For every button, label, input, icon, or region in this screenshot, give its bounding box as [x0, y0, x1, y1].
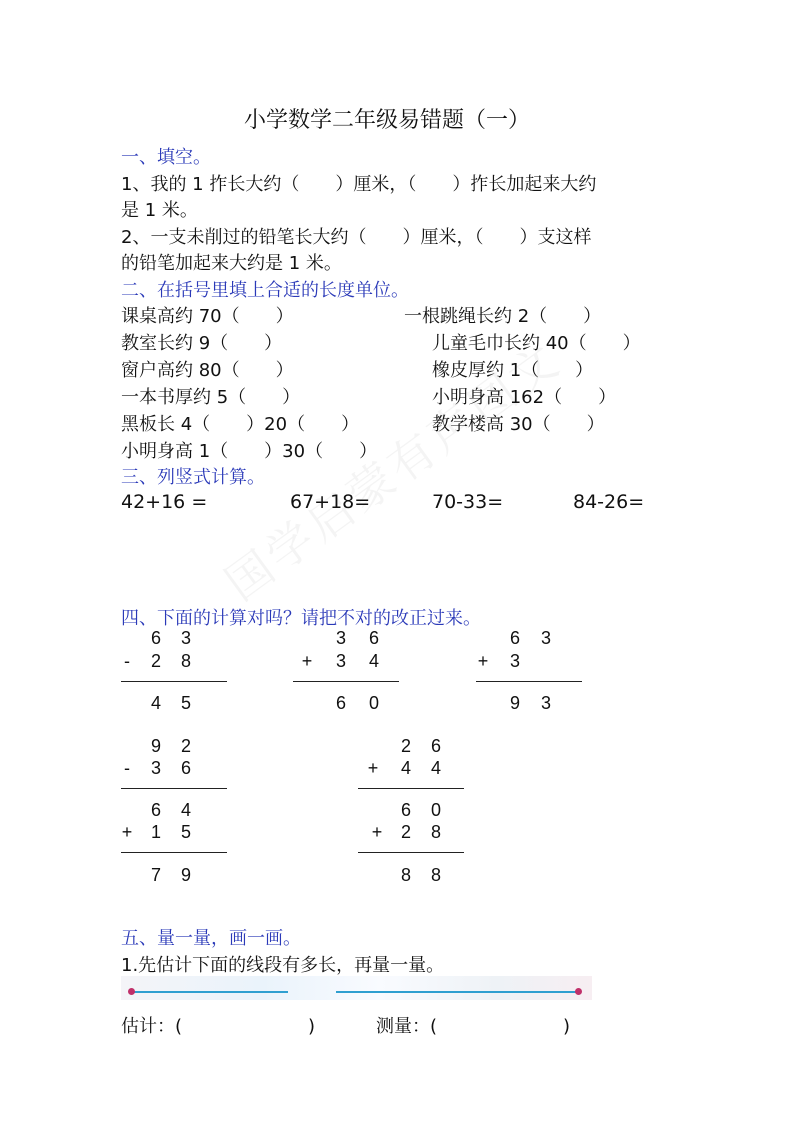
vertical-calc-problem: 67+18=: [290, 491, 371, 513]
operator: -: [124, 758, 130, 778]
digit: 3: [335, 628, 346, 648]
digit: 9: [180, 865, 191, 885]
digit: 9: [509, 693, 520, 713]
operator: -: [124, 651, 130, 671]
digit: 6: [368, 628, 379, 648]
digit: 6: [509, 628, 520, 648]
line-segment-part: [336, 991, 580, 993]
digit: 4: [368, 651, 379, 671]
digit: 3: [335, 651, 346, 671]
digit: 4: [180, 800, 191, 820]
result-line: [476, 681, 582, 682]
operator: +: [121, 822, 133, 842]
result-line: [121, 788, 227, 789]
unit-item: 课桌高约 70（ ）: [121, 306, 294, 327]
unit-item: 橡皮厚约 1（ ）: [432, 360, 594, 381]
section-1-heading: 一、填空。: [121, 147, 211, 168]
estimate-blank: 估计：( ): [121, 1016, 316, 1037]
digit: 4: [400, 758, 411, 778]
result-line: [121, 852, 227, 853]
digit: 2: [150, 651, 161, 671]
unit-item: 窗户高约 80（ ）: [121, 360, 294, 381]
segment-endpoint: [128, 988, 135, 995]
operator: +: [371, 822, 383, 842]
vertical-calc-problem: 84-26=: [573, 491, 645, 513]
unit-item: 小明身高 162（ ）: [432, 387, 617, 408]
digit: 4: [430, 758, 441, 778]
result-line: [293, 681, 399, 682]
unit-item: 黑板长 4（ ）20（ ）: [121, 414, 360, 435]
q2-line-1: 2、一支未削过的铅笔长大约（ ）厘米，（ ）支这样: [121, 227, 592, 248]
vertical-calc-problem: 70-33=: [432, 491, 504, 513]
result-line: [121, 681, 227, 682]
digit: 6: [150, 800, 161, 820]
digit: 2: [180, 736, 191, 756]
section-4-heading: 四、下面的计算对吗？请把不对的改正过来。: [121, 608, 481, 629]
segment-endpoint: [575, 988, 582, 995]
digit: 6: [400, 800, 411, 820]
unit-item: 一本书厚约 5（ ）: [121, 387, 301, 408]
digit: 4: [150, 693, 161, 713]
vertical-calc-problem: 42+16 =: [121, 491, 208, 513]
digit: 6: [430, 736, 441, 756]
unit-item: 儿童毛巾长约 40（ ）: [432, 333, 641, 354]
digit: 3: [540, 628, 551, 648]
unit-item: 教学楼高 30（ ）: [432, 414, 605, 435]
digit: 5: [180, 693, 191, 713]
digit: 3: [509, 651, 520, 671]
q1-line-1: 1、我的 1 拃长大约（ ）厘米，（ ）拃长加起来大约: [121, 174, 597, 195]
result-line: [358, 788, 464, 789]
line-segment-part: [131, 991, 288, 993]
digit: 8: [400, 865, 411, 885]
digit: 8: [430, 865, 441, 885]
section-5-heading: 五、量一量，画一画。: [121, 928, 301, 949]
digit: 2: [400, 822, 411, 842]
page-title: 小学数学二年级易错题（一）: [244, 108, 531, 133]
q2-line-2: 的铅笔加起来大约是 1 米。: [121, 253, 342, 274]
digit: 6: [180, 758, 191, 778]
operator: +: [301, 651, 313, 671]
q1-line-2: 是 1 米。: [121, 200, 198, 221]
digit: 2: [400, 736, 411, 756]
measure-blank: 测量：( ): [376, 1016, 571, 1037]
unit-item: 教室长约 9（ ）: [121, 333, 283, 354]
result-line: [358, 852, 464, 853]
operator: +: [367, 758, 379, 778]
digit: 1: [150, 822, 161, 842]
digit: 8: [430, 822, 441, 842]
digit: 6: [150, 628, 161, 648]
line-segment-image: [121, 976, 592, 1000]
unit-item: 小明身高 1（ ）30（ ）: [121, 441, 378, 462]
section-2-heading: 二、在括号里填上合适的长度单位。: [121, 280, 409, 301]
digit: 7: [150, 865, 161, 885]
digit: 0: [430, 800, 441, 820]
digit: 9: [150, 736, 161, 756]
measure-question: 1.先估计下面的线段有多长，再量一量。: [121, 955, 445, 976]
digit: 5: [180, 822, 191, 842]
digit: 3: [150, 758, 161, 778]
digit: 6: [335, 693, 346, 713]
digit: 0: [368, 693, 379, 713]
digit: 3: [180, 628, 191, 648]
section-3-heading: 三、列竖式计算。: [121, 467, 265, 488]
digit: 8: [180, 651, 191, 671]
operator: +: [477, 651, 489, 671]
digit: 3: [540, 693, 551, 713]
unit-item: 一根跳绳长约 2（ ）: [404, 306, 602, 327]
